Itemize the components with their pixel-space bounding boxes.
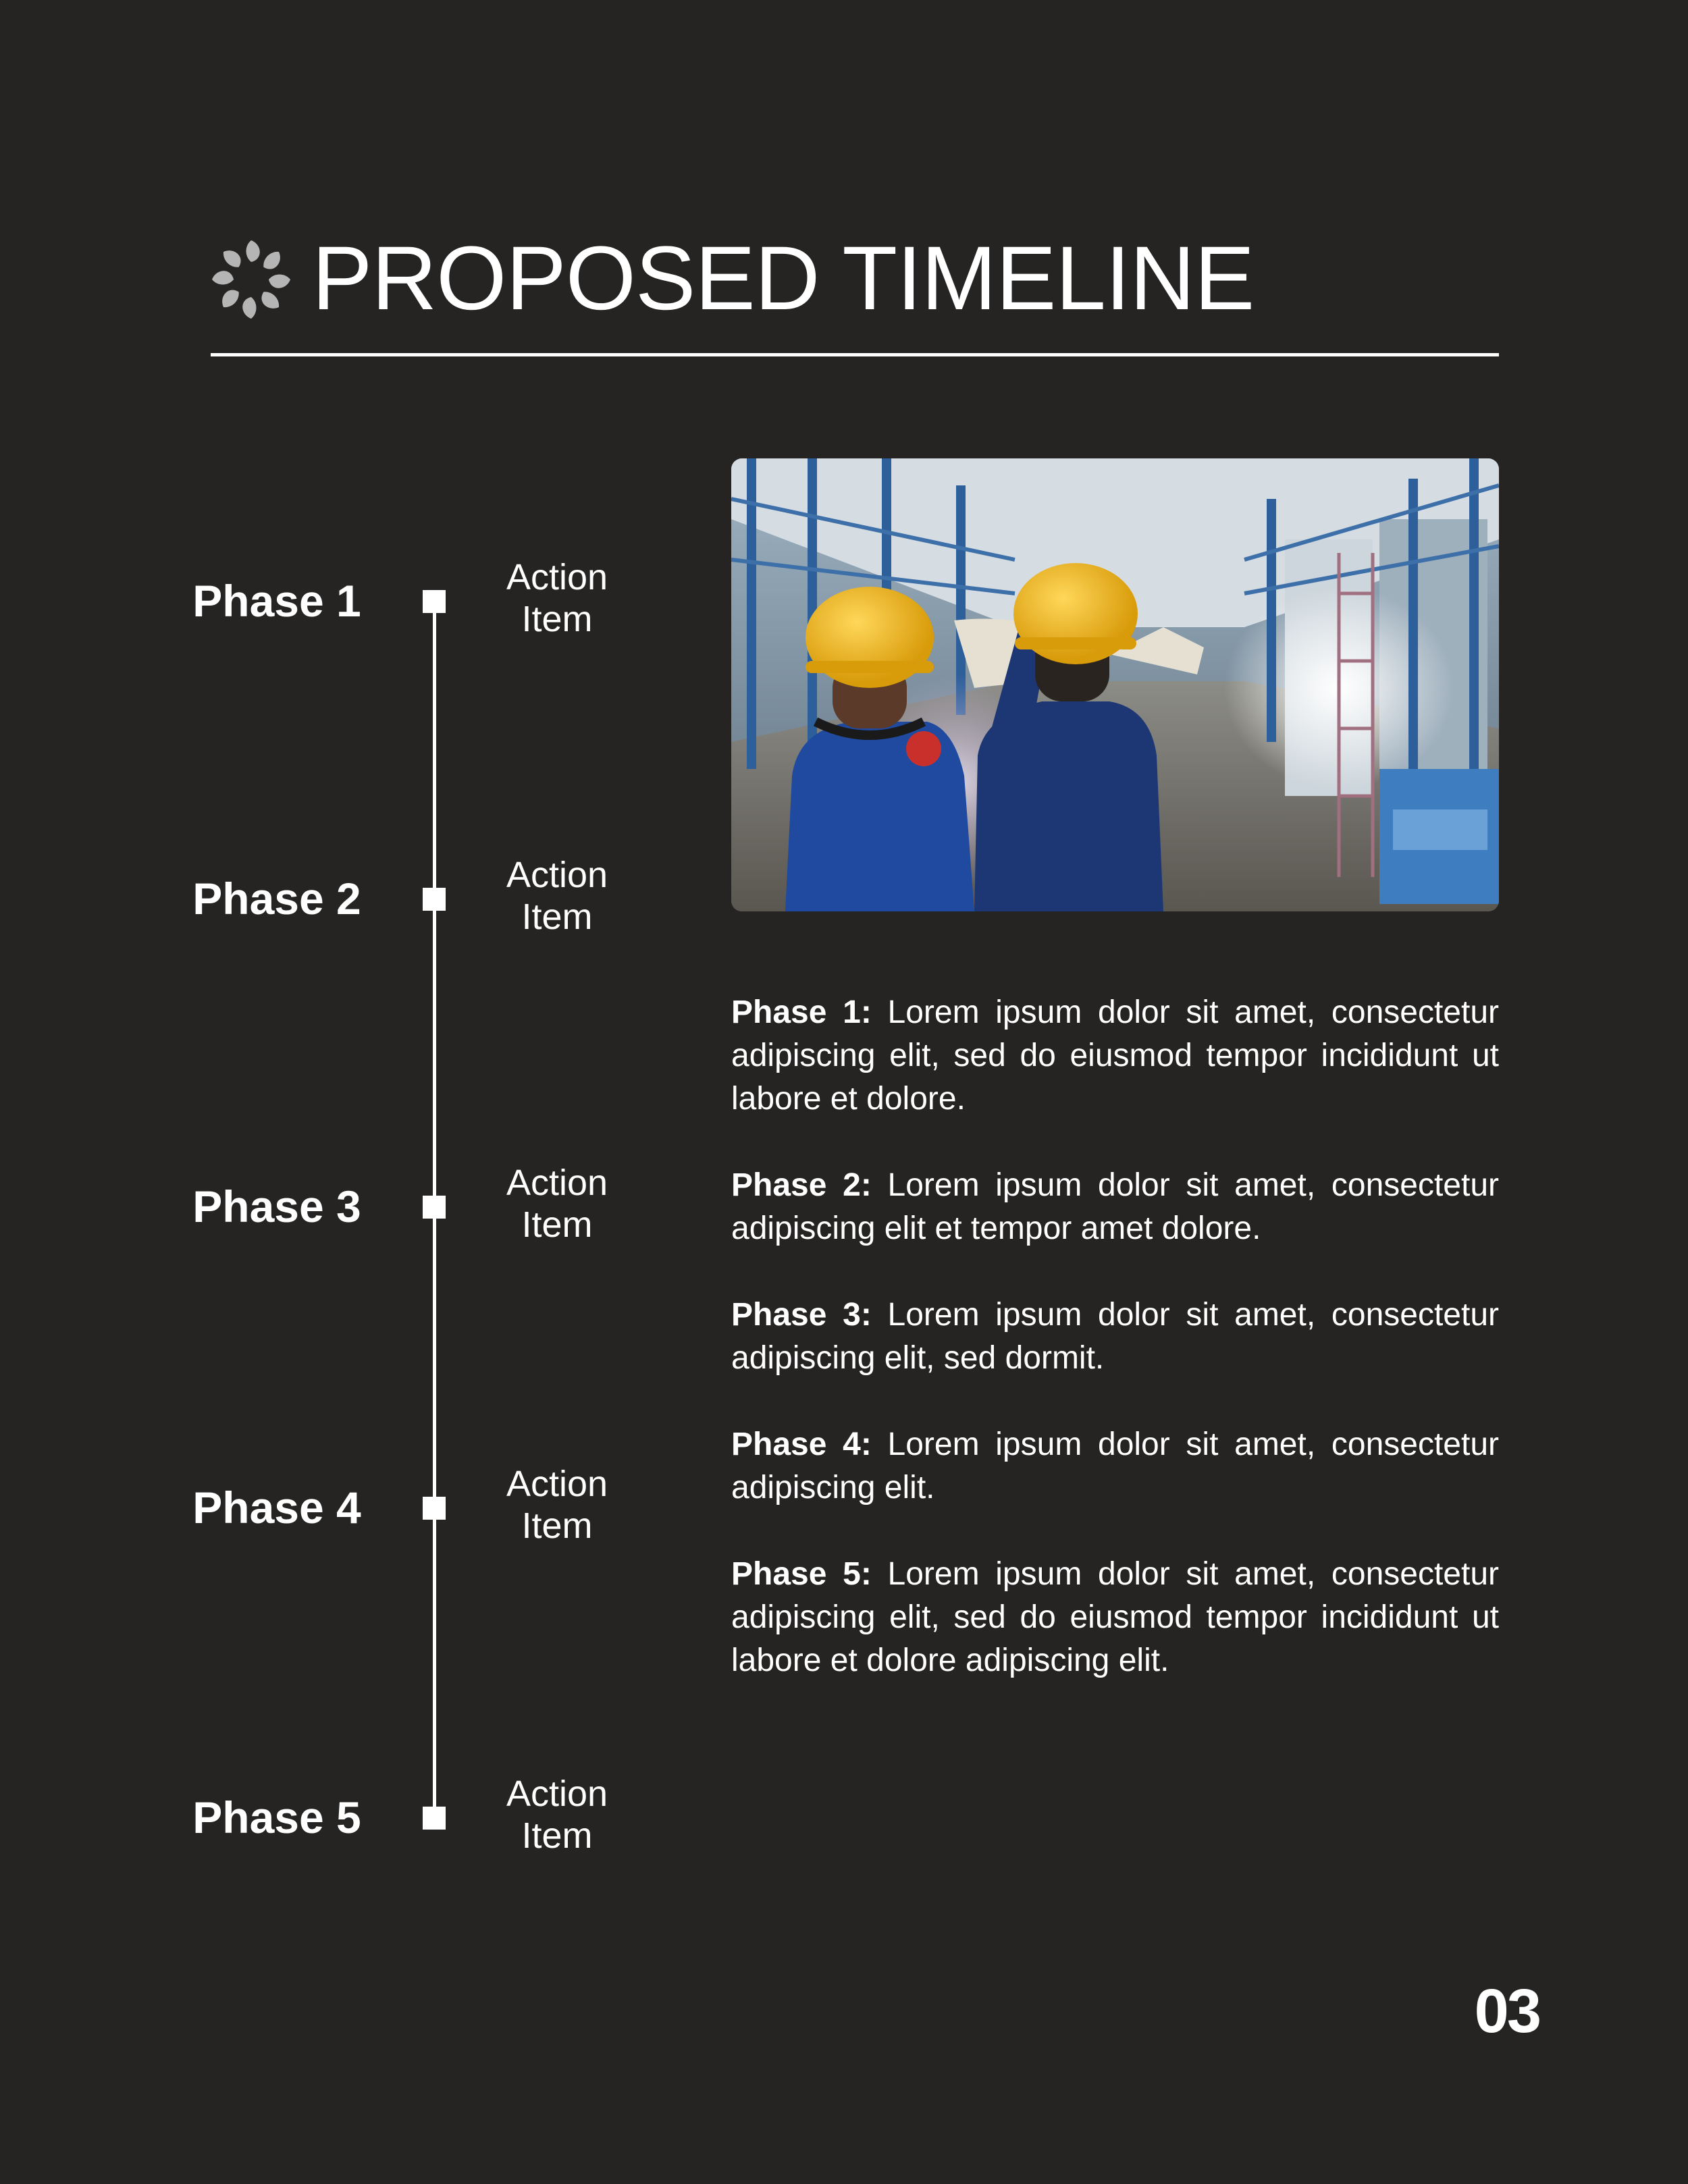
timeline-phase-3	[0, 1150, 675, 1258]
phase-marker	[423, 888, 446, 911]
timeline-phase-2	[0, 842, 675, 950]
phase-descriptions	[731, 991, 1499, 1726]
phase-marker	[423, 590, 446, 613]
phase-description-1	[731, 991, 1499, 1121]
phase-description-4	[731, 1423, 1499, 1510]
phase-description-lead: Phase 1:	[731, 994, 872, 1030]
timeline-phase-5	[0, 1761, 675, 1869]
action-item: Action Item	[506, 1774, 608, 1856]
phase-description-3	[731, 1294, 1499, 1380]
timeline-phase-1	[0, 544, 675, 652]
phase-description-2	[731, 1164, 1499, 1250]
phase-description-text: Lorem ipsum dolor sit amet, consectetur adipiscing elit, sed do eiusmod tempor incididunt ut labore et dolore adipiscing elit.	[731, 1556, 1500, 1678]
action-item: Action Item	[506, 557, 608, 639]
phase-label: Phase 2	[192, 874, 361, 924]
flower-ring-logo-icon	[209, 238, 293, 321]
phase-description-text: Lorem ipsum dolor sit amet, consectetur adipiscing elit, sed do eiusmod tempor incididunt ut labore et dolore.	[731, 994, 1500, 1117]
phase-description-text: Lorem ipsum dolor sit amet, consectetur adipiscing elit.	[731, 1427, 1500, 1506]
phase-label: Phase 1	[192, 576, 361, 626]
industrial-workers-photo	[731, 458, 1499, 911]
phase-description-5	[731, 1553, 1499, 1682]
phase-description-text: Lorem ipsum dolor sit amet, consectetur adipiscing elit, sed dormit.	[731, 1297, 1500, 1376]
phase-description-lead: Phase 5:	[731, 1556, 872, 1592]
page-title: PROPOSED TIMELINE	[312, 228, 1255, 329]
phase-marker	[423, 1497, 446, 1520]
phase-marker	[423, 1807, 446, 1830]
page-number: 03	[1474, 1977, 1539, 2046]
timeline-phase-4	[0, 1451, 675, 1559]
action-item: Action Item	[506, 855, 608, 937]
phase-description-lead: Phase 3:	[731, 1297, 872, 1333]
action-item: Action Item	[506, 1163, 608, 1245]
action-item: Action Item	[506, 1464, 608, 1546]
phase-label: Phase 3	[192, 1181, 361, 1231]
header-divider	[211, 353, 1499, 356]
phase-label: Phase 4	[192, 1483, 361, 1533]
phase-description-lead: Phase 4:	[731, 1427, 872, 1462]
phase-marker	[423, 1196, 446, 1219]
phase-description-text: Lorem ipsum dolor sit amet, consectetur adipiscing elit et tempor amet dolore.	[731, 1167, 1500, 1246]
phase-description-lead: Phase 2:	[731, 1167, 872, 1203]
phase-label: Phase 5	[192, 1792, 361, 1842]
